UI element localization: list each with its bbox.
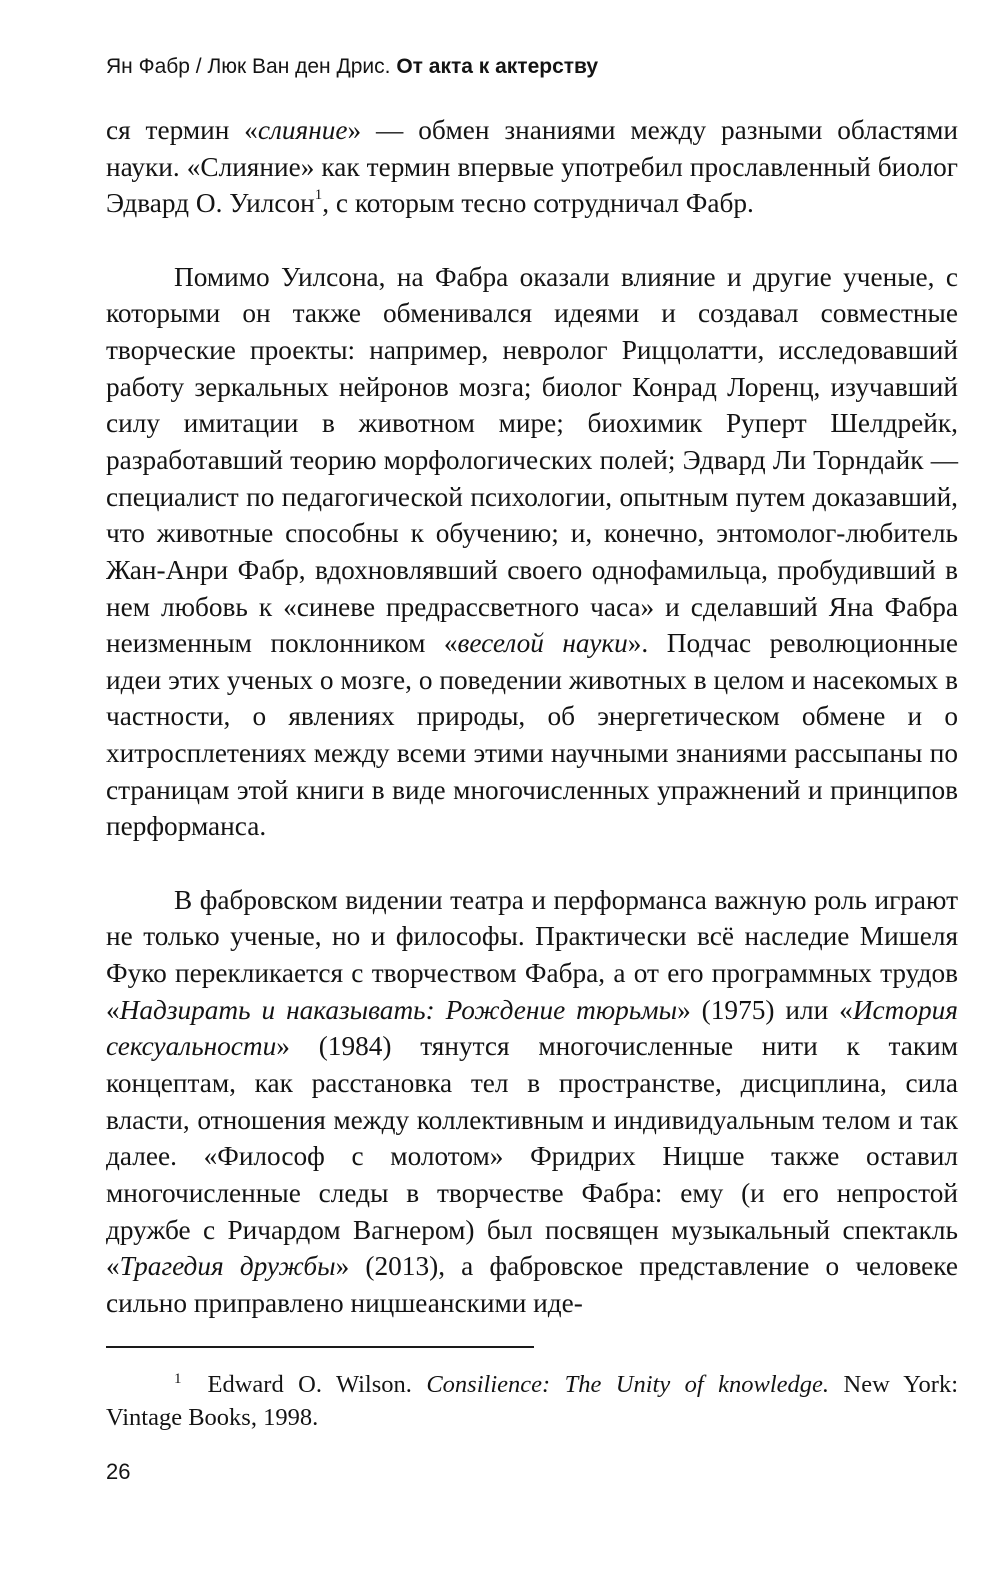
main-text [106,112,958,1322]
footnote-divider [106,1346,534,1348]
header-book-title: От акта к актерству [396,55,599,78]
footnote-author: Edward O. Wilson. [207,1371,412,1398]
paragraph-scientists: Помимо Уилсона, на Фабра оказали влияние и другие ученые, с которыми он также обменивался идеями и создавал совместные творческие проекты: например, невролог Риццолатти, исследовавший работу зеркальных нейронов мозга; биолог Конрад Лоренц, изучавший силу имитации в животном мире; биохимик Руперт Шелдрейк, разработавший теорию морфологических полей; Эдвард Ли Торндайк — специалист по педагогической психологии, опытным путем доказавший, что животные способны к обучению; и, конечно, энтомолог-любитель Жан-Анри Фабр, вдохновлявший своего однофамильца, пробудивший в нем любовь к «синеве предрассветного часа» и сделавший Яна Фабра неизменным поклонником «веселой науки». Подчас революционные идеи этих ученых о мозге, о поведении животных в целом и насекомых в частности, о явлениях природы, об энергетическом обмене и о хитросплетениях между всеми этими научными знаниями рассыпаны по страницам этой книги в виде многочисленных упражнений и принципов перформанса. [106,261,958,842]
work-title-discipline: Надзирать и наказывать: Рождение тюрьмы [119,994,678,1025]
footnote-book-title: Consilience: The Unity of knowledge. [426,1371,830,1398]
footnote-reference: 1 [314,187,323,204]
footnote-publisher: New York: Vintage Books, 1998. [106,1371,959,1431]
footnote: 1 Edward O. Wilson. Consilience: The Unity of knowledge. New York: Vintage Books, 1998. [106,1371,959,1431]
term-gay-science: веселой науки [457,628,628,659]
header-authors: Ян Фабр / Люк Ван ден Дрис. [106,55,391,78]
page-number: 26 [106,1459,131,1484]
paragraph-continuation: ся термин «слияние» — обмен знаниями между разными областями науки. «Слияние» как термин впервые употребил прославленный биолог Эдвард О. Уилсон$^1$, с которым тесно сотрудничал Фабр. [106,115,958,219]
running-header [106,52,598,82]
paragraph-philosophers: В фабровском видении театра и перформанса важную роль играют не только ученые, но и философы. Практически всё наследие Мишеля Фуко перекликается с творчеством Фабра, а от его программных трудов «Надзирать и наказывать: Рождение тюрьмы» (1975) или «История сексуальности» (1984) тянутся многочисленные нити к таким концептам, как расстановка тел в пространстве, дисциплина, сила власти, отношения между коллективным и индивидуальным телом и так далее. «Философ с молотом» Фридрих Ницше также оставил многочисленные следы в творчестве Фабра: ему (и его непростой дружбе с Ричардом Вагнером) был посвящен музыкальный спектакль «Трагедия дружбы» (2013), а фабровское представление о человеке сильно приправлено ницшеанскими иде- [106,884,958,1318]
term-slianie: слияние [257,115,348,145]
work-title-sexuality: История сексуальности [106,994,958,1062]
work-title-tragedy: Трагедия дружбы [119,1251,336,1282]
